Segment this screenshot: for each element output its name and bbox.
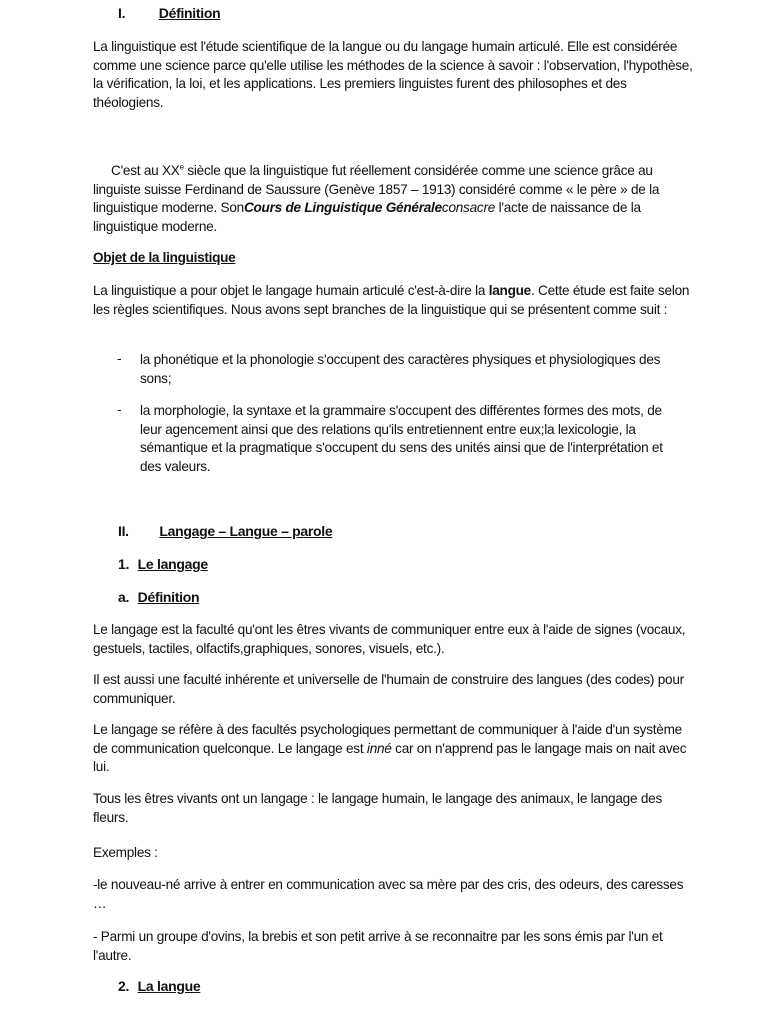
- paragraph-objet: La linguistique a pour objet le langage humain articulé c'est-à-dire la langue. Cette étude est faite selon les règles scientifiques. Nous avons sept branches de la linguistique qui se présentent comme suit :: [93, 283, 690, 317]
- paragraph-langage-faculte: Il est aussi une faculté inhérente et universelle de l'humain de construire des langues (des codes) pour communiquer.: [93, 672, 684, 706]
- subsection-title: La langue: [137, 978, 201, 994]
- paragraph-etres-vivants: Tous les êtres vivants ont un langage : le langage humain, le langage des animaux, le langage des fleurs.: [93, 791, 662, 825]
- section-heading-2: [118, 523, 332, 539]
- paragraph-saussure: C'est au XXe siècle que la linguistique fut réellement considérée comme une science grâce au linguiste suisse Ferdinand de Saussure (Genève 1857 – 1913) considéré comme « le père » de la linguistique moderne. SonCours de Linguistique Généraleconsacre l'acte de naissance de la linguistique moderne.: [93, 162, 660, 234]
- section-title: Définition: [158, 5, 221, 21]
- subsection-title: Le langage: [137, 556, 208, 572]
- exemples-label: Exemples :: [93, 845, 158, 860]
- section-heading-1: [118, 5, 220, 21]
- example-item: -le nouveau-né arrive à entrer en communication avec sa mère par des cris, des odeurs, des caresses …: [93, 877, 684, 911]
- subsection-heading-a: [118, 589, 199, 605]
- list-item: la morphologie, la syntaxe et la grammaire s'occupent des différentes formes des mots, de leur agencement ainsi que des relations qu'ils entretiennent entre eux;la lexicologie, la sémantique et la pragmatique s'occupent du sens des unités ainsi que de l'interprétation et des valeurs.: [140, 403, 663, 474]
- section-number: II.: [118, 523, 129, 539]
- objet-heading: Objet de la linguistique: [93, 250, 236, 265]
- bullet-mark: -: [117, 402, 122, 417]
- paragraph-langage-psycho: Le langage se réfère à des facultés psychologiques permettant de communiquer à l'aide d'un système de communication quelconque. Le langage est inné car on n'apprend pas le langage mais on nait avec lui.: [93, 722, 687, 774]
- bullet-mark: -: [117, 351, 122, 366]
- paragraph-definition: La linguistique est l'étude scientifique de la langue ou du langage humain articulé. Elle est considérée comme une science parce qu'elle utilise les méthodes de la science à savoir : l'observation, l'hypothèse, la vérification, la loi, et les applications. Les premiers linguistes furent des philosophes et des théologiens.: [93, 39, 693, 110]
- list-item: la phonétique et la phonologie s'occupent des caractères physiques et physiologiques des sons;: [140, 352, 661, 386]
- subsection-heading-1: [118, 556, 208, 572]
- section-number: I.: [118, 5, 126, 21]
- italic-term: inné: [366, 740, 392, 756]
- subsection-number: 2.: [118, 978, 130, 994]
- subsection-heading-2: [118, 978, 200, 994]
- example-item: - Parmi un groupe d'ovins, la brebis et son petit arrive à se reconnaitre par les sons émis par l'un et l'autre.: [93, 929, 663, 963]
- section-title: Langage – Langue – parole: [159, 523, 333, 539]
- book-title: Cours de Linguistique Générale: [243, 200, 442, 215]
- subsection-title: Définition: [137, 589, 200, 605]
- subsection-number: 1.: [118, 556, 130, 572]
- subsection-number: a.: [118, 589, 130, 605]
- bold-term: langue: [488, 283, 531, 298]
- paragraph-langage-def: Le langage est la faculté qu'ont les êtres vivants de communiquer entre eux à l'aide de signes (vocaux, gestuels, tactiles, olfactifs,graphiques, sonores, visuels, etc.).: [93, 622, 686, 656]
